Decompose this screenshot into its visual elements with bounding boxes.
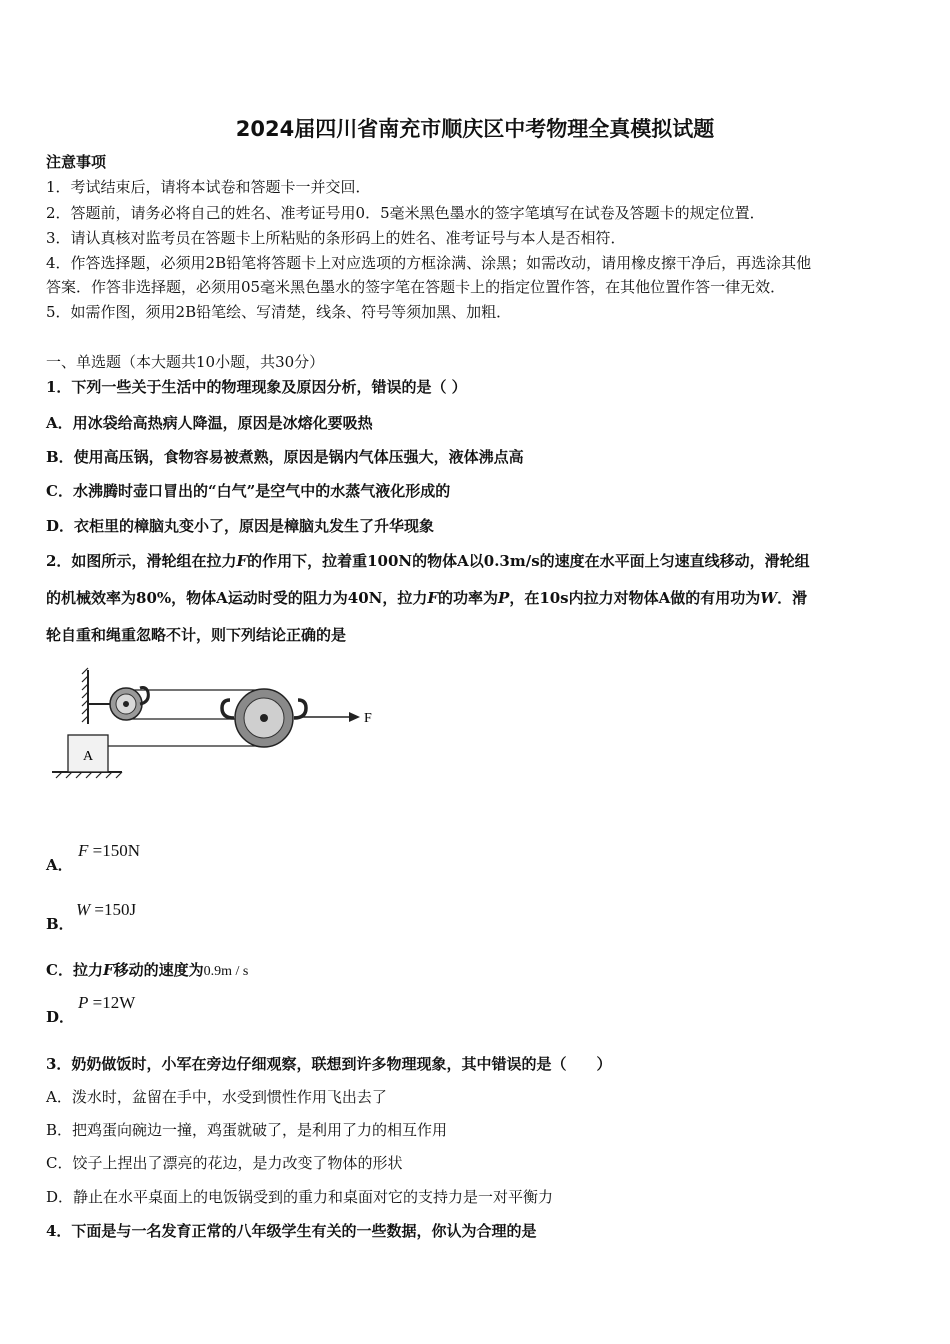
section-heading: 一、单选题（本大题共10小题，共30分） xyxy=(46,353,325,371)
q2-stem-line1: 2．如图所示，滑轮组在拉力F的作用下，拉着重100N的物体A以0.3m/s的速度在水平面上匀速直线移动，滑轮组 xyxy=(46,552,810,570)
notice-heading: 注意事项 xyxy=(46,153,107,171)
notice-item: 1．考试结束后，请将本试卷和答题卡一并交回． xyxy=(46,178,371,196)
q1-option-c: C．水沸腾时壶口冒出的“白气”是空气中的水蒸气液化形成的 xyxy=(46,482,451,500)
q2-option-d-label: D． xyxy=(46,1008,75,1026)
notice-item: 4．作答选择题，必须用2B铅笔将答题卡上对应选项的方框涂满、涂黑；如需改动，请用橡皮擦干净后，再选涂其他 xyxy=(46,254,812,272)
q2-option-a-formula: F =150N xyxy=(78,841,141,860)
arrow-head-icon xyxy=(349,712,360,722)
q3-option-b: B．把鸡蛋向碗边一撞，鸡蛋就破了，是利用了力的相互作用 xyxy=(46,1121,448,1139)
q1-option-d: D．衣柜里的樟脑丸变小了，原因是樟脑丸发生了升华现象 xyxy=(46,517,435,535)
q2-option-b-label: B． xyxy=(46,915,74,933)
pulley-diagram xyxy=(44,662,374,782)
force-label: F xyxy=(364,711,372,726)
q2-option-a-label: A． xyxy=(46,856,73,874)
notice-item: 5．如需作图，须用2B铅笔绘、写清楚，线条、符号等须加黑、加粗． xyxy=(46,303,512,321)
q2-option-c: C．拉力F移动的速度为0.9m / s xyxy=(46,961,249,979)
movable-pulley xyxy=(222,689,306,747)
q1-stem: 1．下列一些关于生活中的物理现象及原因分析，错误的是（ ） xyxy=(46,378,467,396)
fixed-pulley xyxy=(110,688,148,721)
q3-option-d: D．静止在水平桌面上的电饭锅受到的重力和桌面对它的支持力是一对平衡力 xyxy=(46,1188,554,1206)
q3-option-c: C．饺子上捏出了漂亮的花边，是力改变了物体的形状 xyxy=(46,1154,403,1172)
notice-item: 2．答题前，请务必将自己的姓名、准考证号用0．5毫米黑色墨水的签字笔填写在试卷及答题卡的规定位置． xyxy=(46,204,765,222)
q4-stem: 4．下面是与一名发育正常的八年级学生有关的一些数据，你认为合理的是 xyxy=(46,1222,537,1240)
q2-option-d-formula: P =12W xyxy=(78,993,136,1012)
q3-stem: 3．奶奶做饭时，小军在旁边仔细观察，联想到许多物理现象，其中错误的是（ ） xyxy=(46,1055,612,1073)
q2-stem-line3: 轮自重和绳重忽略不计，则下列结论正确的是 xyxy=(46,626,347,644)
q2-option-b-formula: W =150J xyxy=(76,900,137,919)
q1-option-b: B．使用高压锅，食物容易被煮熟，原因是锅内气体压强大，液体沸点高 xyxy=(46,448,524,466)
notice-item: 答案．作答非选择题，必须用05毫米黑色墨水的签字笔在答题卡上的指定位置作答，在其他位置作答一律无效． xyxy=(46,278,786,296)
notice-item: 3．请认真核对监考员在答题卡上所粘贴的条形码上的姓名、准考证号与本人是否相符． xyxy=(46,229,626,247)
q2-stem-line2: 的机械效率为80%，物体A运动时受的阻力为40N，拉力F的功率为P，在10s内拉力对物体A做的有用功为W．滑 xyxy=(46,589,808,607)
block-label: A xyxy=(82,749,94,764)
page-title: 2024届四川省南充市顺庆区中考物理全真模拟试题 xyxy=(235,117,715,141)
q3-option-a: A．泼水时，盆留在手中，水受到惯性作用飞出去了 xyxy=(46,1088,387,1106)
q1-option-a: A．用冰袋给高热病人降温，原因是冰熔化要吸热 xyxy=(46,414,373,432)
